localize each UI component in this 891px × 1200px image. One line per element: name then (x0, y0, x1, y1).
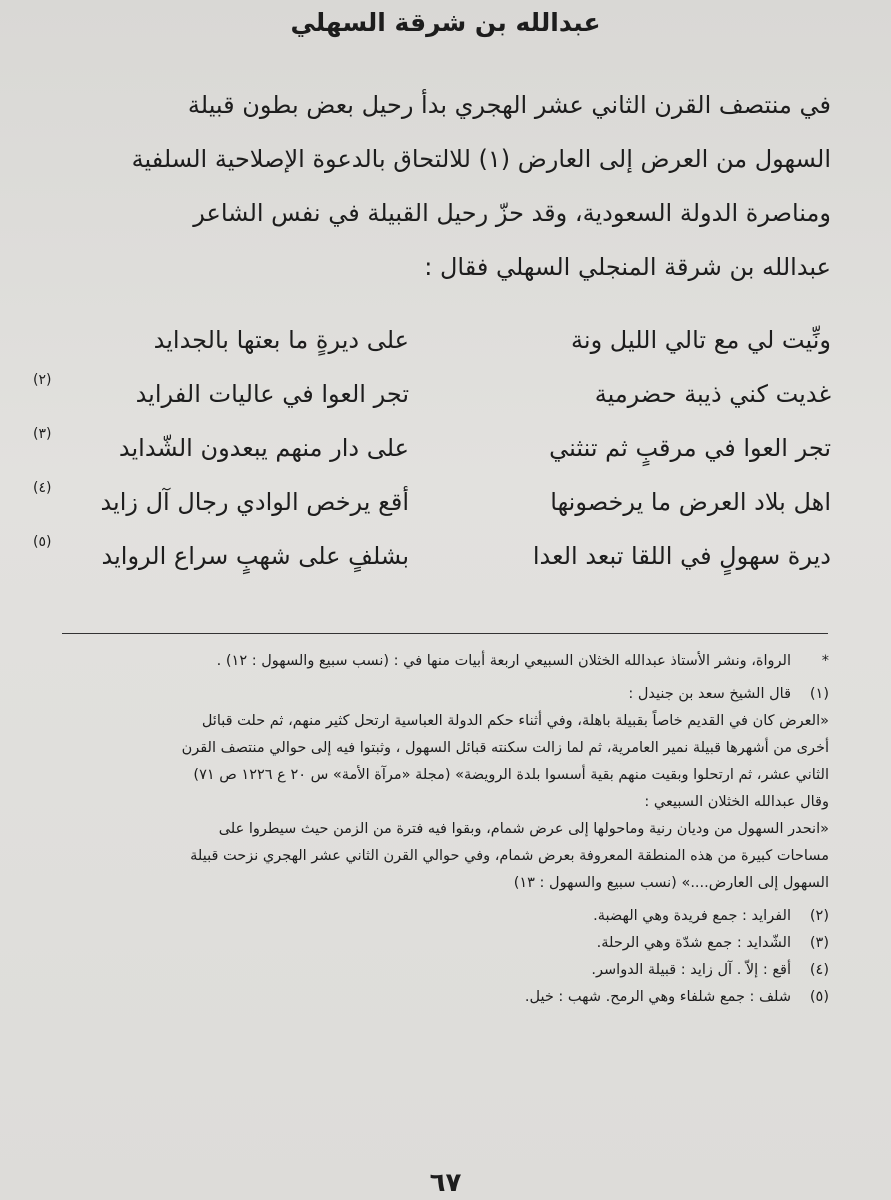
footnote-4 (62, 957, 829, 984)
footnote-line: «العرض كان في القديم خاصاً بقبيلة باهلة، وفي أثناء حكم الدولة العباسية ارتحل كثير منهم، ثم حلت قبائل (201, 713, 829, 729)
footnote-text: أقع : إلاّ . آل زايد : قبيلة الدواسر. (591, 962, 791, 978)
footnote-1 (62, 681, 829, 708)
footnote-star (62, 648, 829, 675)
footnote-line: أخرى من أشهرها قبيلة نمير العامرية، ثم لما زالت سكنته قبائل السهول ، وثبتوا فيه إلى حوالي منتصف القرن (181, 740, 829, 756)
footnote-text (62, 681, 791, 708)
footnote-text: الشّدايد : جمع شدّة وهي الرحلة. (596, 935, 791, 951)
footnote-5 (62, 984, 829, 1011)
verse-first-hemistich: ونِّيت لي مع تالي الليل ونة (571, 326, 831, 354)
verse-first-hemistich: اهل بلاد العرض ما يرخصونها (550, 488, 831, 516)
footnotes (62, 648, 829, 1011)
footnote-marker: (٥) (809, 989, 829, 1005)
poem (33, 318, 831, 588)
footnote-text: الفرايد : جمع فريدة وهي الهضبة. (593, 908, 791, 924)
poem-verse (33, 372, 831, 426)
body-line: عبدالله بن شرقة المنجلي السهلي فقال : (424, 253, 831, 281)
body-line: ومناصرة الدولة السعودية، وقد حزّ رحيل القبيلة في نفس الشاعر (193, 199, 831, 227)
footnote-2 (62, 903, 829, 930)
body-line: في منتصف القرن الثاني عشر الهجري بدأ رحيل بعض بطون قبيلة (187, 91, 831, 119)
poem-verse (33, 426, 831, 480)
footnote-line: السهول إلى العارض....» (نسب سبيع والسهول : ١٣) (513, 875, 829, 891)
body-line: السهول من العرض إلى العارض (١) للالتحاق بالدعوة الإصلاحية السلفية (131, 145, 831, 173)
footnote-line: وقال عبدالله الخثلان السبيعي : (644, 794, 829, 810)
page-title: عبدالله بن شرقة السهلي (290, 8, 601, 37)
verse-first-hemistich: غديت كني ذيبة حضرمية (594, 380, 831, 408)
footnote-text: شلف : جمع شلفاء وهي الرمح. شهب : خيل. (524, 989, 791, 1005)
footnote-divider (62, 633, 828, 634)
footnote-3 (62, 930, 829, 957)
footnote-reference: (٤) (33, 480, 52, 496)
footnote-marker: * (821, 653, 829, 669)
footnote-reference: (٥) (33, 534, 52, 550)
verse-second-hemistich (33, 426, 409, 462)
footnote-marker: (١) (809, 686, 829, 702)
verse-second-text: بشلفٍ على شهبٍ سراع الروايد (101, 542, 409, 570)
footnote-reference: (٢) (33, 372, 52, 388)
footnote-line: قال الشيخ سعد بن جنيدل : (628, 686, 791, 702)
poem-verse (33, 534, 831, 588)
verse-second-text: تجر العوا في عاليات الفرايد (135, 380, 409, 408)
verse-second-text: على ديرةٍ ما بعتها بالجدايد (153, 326, 409, 354)
verse-second-text: على دار منهم يبعدون الشّدايد (118, 434, 409, 462)
verse-second-hemistich (39, 326, 409, 354)
footnote-marker: (٣) (809, 935, 829, 951)
footnote-marker: (٤) (809, 962, 829, 978)
footnote-line: الثاني عشر، ثم ارتحلوا وبقيت منهم بقية أسسوا بلدة الرويضة» (مجلة «مرآة الأمة» س ٢٠ ع ١٢٢٦ ص ٧١) (193, 767, 829, 783)
verse-first-hemistich: ديرة سهولٍ في اللقا تبعد العدا (532, 542, 831, 570)
footnote-line: مساحات كبيرة من هذه المنطقة المعروفة بعرض شمام، وفي حوالي القرن الثاني عشر الهجري نزحت قبيلة (190, 848, 829, 864)
page-number: ٦٧ (429, 1168, 462, 1198)
verse-second-hemistich (33, 480, 409, 516)
poem-verse (33, 480, 831, 534)
poem-verse (55, 318, 831, 372)
footnote-reference: (٣) (33, 426, 52, 442)
footnote-text: الرواة، ونشر الأستاذ عبدالله الخثلان السبيعي اربعة أبيات منها في : (نسب سبيع والسهول : ١٢) . (216, 653, 791, 669)
verse-second-text: أقع يرخص الوادي رجال آل زايد (100, 488, 409, 516)
verse-second-hemistich (33, 534, 409, 570)
body-paragraph (55, 78, 831, 294)
footnote-marker: (٢) (809, 908, 829, 924)
verse-first-hemistich: تجر العوا في مرقبٍ ثم تنثني (549, 434, 831, 462)
footnote-line: «انحدر السهول من وديان رنية وماحولها إلى عرض شمام، وبقوا فيه فترة من الزمن حيث سيطروا على (218, 821, 829, 837)
verse-second-hemistich (33, 372, 409, 408)
